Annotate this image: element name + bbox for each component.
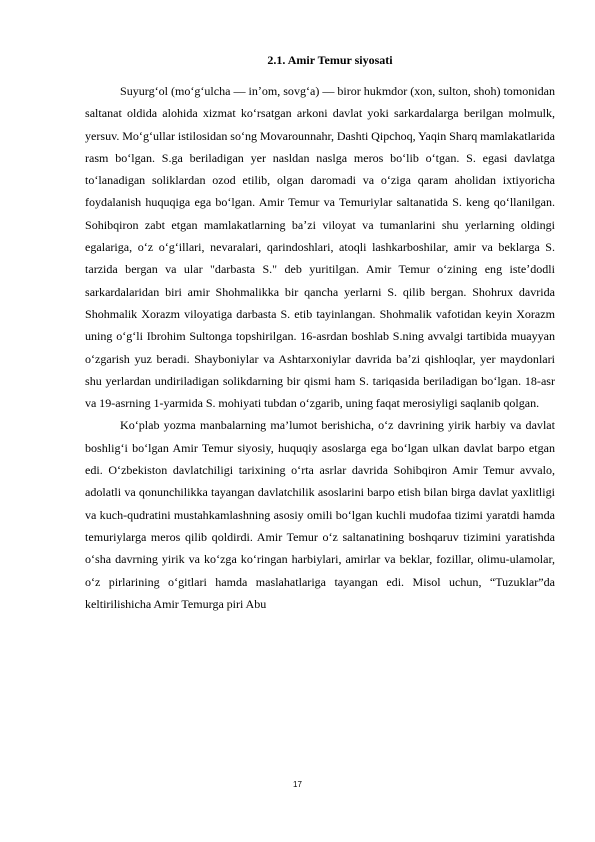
paragraph-suyurgol: Suyurgʻol (moʻgʻulcha — inʼom, sovgʻa) — biror hukmdor (xon, sulton, shoh) tomonidan saltanat oldida alohida xizmat koʻrsatgan arkoni davlat yoki sarkardalarga berilgan molmulk, yersuv. Moʻgʻullar istilosidan soʻng Movarounnahr, Dashti Qipchoq, Yaqin Sharq mamlakatlarida rasm boʻlgan. S.ga beriladigan yer nasldan naslga meros boʻlib oʻtgan. S. egasi davlatga toʻlanadigan soliklardan ozod etilib, olgan daromadi va oʻziga qaram aholidan ixtiyoricha foydalanish huquqiga ega boʻlgan. Amir Temur va Temuriylar saltanatida S. keng qoʻllanilgan. Sohibqiron zabt etgan mamlakatlarning baʼzi viloyat va tumanlarini shu yerlarning oldingi egalariga, oʻz oʻgʻillari, nevaralari, qarindoshlari, atoqli lashkarboshilar, amir va beklarga S. tarzida bergan va ular "darbasta S." deb yuritilgan. Amir Temur oʻzining eng isteʼdodli sarkardalaridan biri amir Shohmalikka bir qancha yerlarni S. qilib bergan. Shohrux davrida Shohmalik Xorazm viloyatiga darbasta S. etib tayinlangan. Shohmalik vafotidan keyin Xorazm uning oʻgʻli Ibrohim Sultonga topshirilgan. 16-asrdan boshlab S.ning avvalgi tartibida muayyan oʻzgarish yuz beradi. Shayboniylar va Ashtarxoniylar davrida baʼzi qishloqlar, yer maydonlari shu yerlardan undiriladigan solikdarning bir qismi ham S. tariqasida beriladigan boʻlgan. 18-asr va 19-asrning 1-yarmida S. mohiyati tubdan oʻzgarib, uning faqat merosiyligi saqlanib qolgan. [85,84,555,411]
page-number: 17 [293,780,302,789]
section-heading: 2.1. Amir Temur siyosati [267,53,393,67]
document-page [85,52,555,615]
paragraph-amir-temur-state: Ko‘plab yozma manbalarning ma’lumot berishicha, o‘z davrining yirik harbiy va davlat boshlig‘i bo‘lgan Amir Temur siyosiy, huquqiy asoslarga ega bo‘lgan ulkan davlat barpo etgan edi. O‘zbekiston davlatchiligi tarixining o‘rta asrlar davrida Sohibqiron Amir Temur avvalo, adolatli va qonunchilikka tayangan davlatchilik asoslarini barpo etish bilan birga davlat yaxlitligi va kuch-qudratini mustahkamlashning asosiy omili bo‘lgan kuchli mudofaa tizimi yaratdi hamda temuriylarga meros qilib qoldirdi. Amir Temur o‘z saltanatining boshqaruv tizimini yaratishda o‘sha davrning yirik va ko‘zga ko‘ringan harbiylari, amirlar va beklar, fozillar, olimu-ulamolar, o‘z pirlarining o‘gitlari hamda maslahatlariga tayangan edi. Misol uchun, “Tuzuklar”da keltirilishicha Amir Temurga piri Abu [85,418,555,611]
